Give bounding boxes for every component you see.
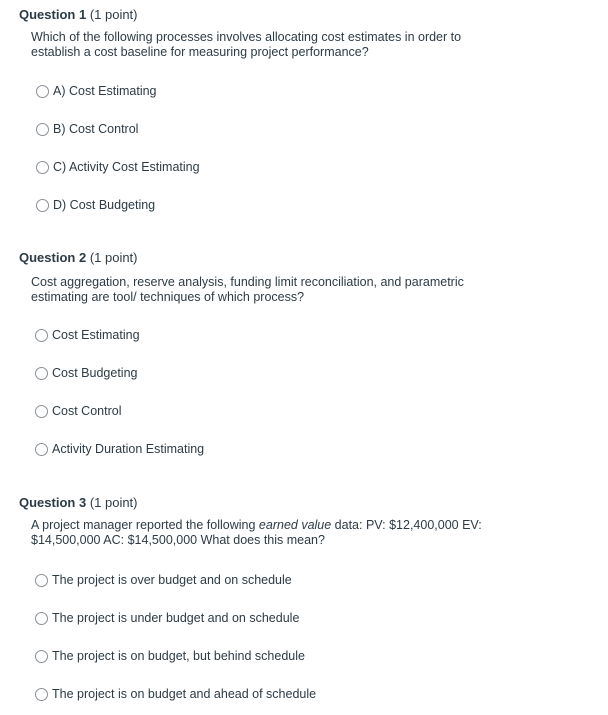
answer-option[interactable] [35,366,137,380]
question-header [19,7,138,22]
question-title: Question 1 [19,7,87,22]
question-title: Question 3 [19,495,87,510]
answer-option[interactable] [36,160,200,174]
radio-button[interactable] [36,123,49,136]
question-text-emphasis: earned value [258,518,332,532]
answer-option[interactable] [35,328,140,342]
question-points: (1 point) [89,250,138,265]
answer-option[interactable] [35,442,204,456]
question-text [31,275,501,305]
answer-label: Cost Control [52,404,122,418]
answer-label: D) Cost Budgeting [53,198,156,212]
answer-option[interactable] [36,122,138,136]
question-text-line: establish a cost baseline for measuring project performance? [31,45,369,59]
answer-label: The project is under budget and on schedule [52,611,300,625]
answer-label: C) Activity Cost Estimating [53,160,200,174]
radio-button[interactable] [35,329,48,342]
radio-button[interactable] [35,443,48,456]
answer-label: Activity Duration Estimating [52,442,205,456]
answer-label: The project is over budget and on schedule [52,573,292,587]
answer-label: A) Cost Estimating [53,84,157,98]
question-points: (1 point) [89,495,138,510]
answer-label: The project is on budget and ahead of schedule [52,687,317,701]
question-text [31,30,501,60]
radio-button[interactable] [35,650,48,663]
answer-label: B) Cost Control [53,122,139,136]
answer-label: The project is on budget, but behind schedule [52,649,305,663]
radio-button[interactable] [35,612,48,625]
radio-button[interactable] [35,367,48,380]
answer-option[interactable] [36,84,157,98]
radio-button[interactable] [35,574,48,587]
answer-label: Cost Budgeting [52,366,138,380]
radio-button[interactable] [36,85,49,98]
question-text-line: Which of the following processes involves allocating cost estimates in order to [31,30,462,44]
radio-button[interactable] [36,161,49,174]
radio-button[interactable] [35,405,48,418]
question-text-line: estimating are tool/ techniques of which process? [31,290,305,304]
radio-button[interactable] [36,199,49,212]
question-title: Question 2 [19,250,87,265]
question-text-line: $14,500,000 AC: $14,500,000 What does this mean? [31,533,325,547]
answer-option[interactable] [35,611,299,625]
answer-option[interactable] [35,649,305,663]
answer-option[interactable] [35,687,316,701]
answer-label: Cost Estimating [52,328,140,342]
answer-option[interactable] [35,573,292,587]
radio-button[interactable] [35,688,48,701]
question-header [19,250,138,265]
question-text [31,518,501,548]
question-text-segment: A project manager reported the following [31,518,259,532]
question-points: (1 point) [89,7,138,22]
question-text-line [31,518,501,533]
question-header [19,495,138,510]
question-text-line: Cost aggregation, reserve analysis, funding limit reconciliation, and parametric [31,275,464,289]
answer-option[interactable] [35,404,121,418]
question-text-segment: data: PV: $12,400,000 EV: [331,518,482,532]
answer-option[interactable] [36,198,155,212]
